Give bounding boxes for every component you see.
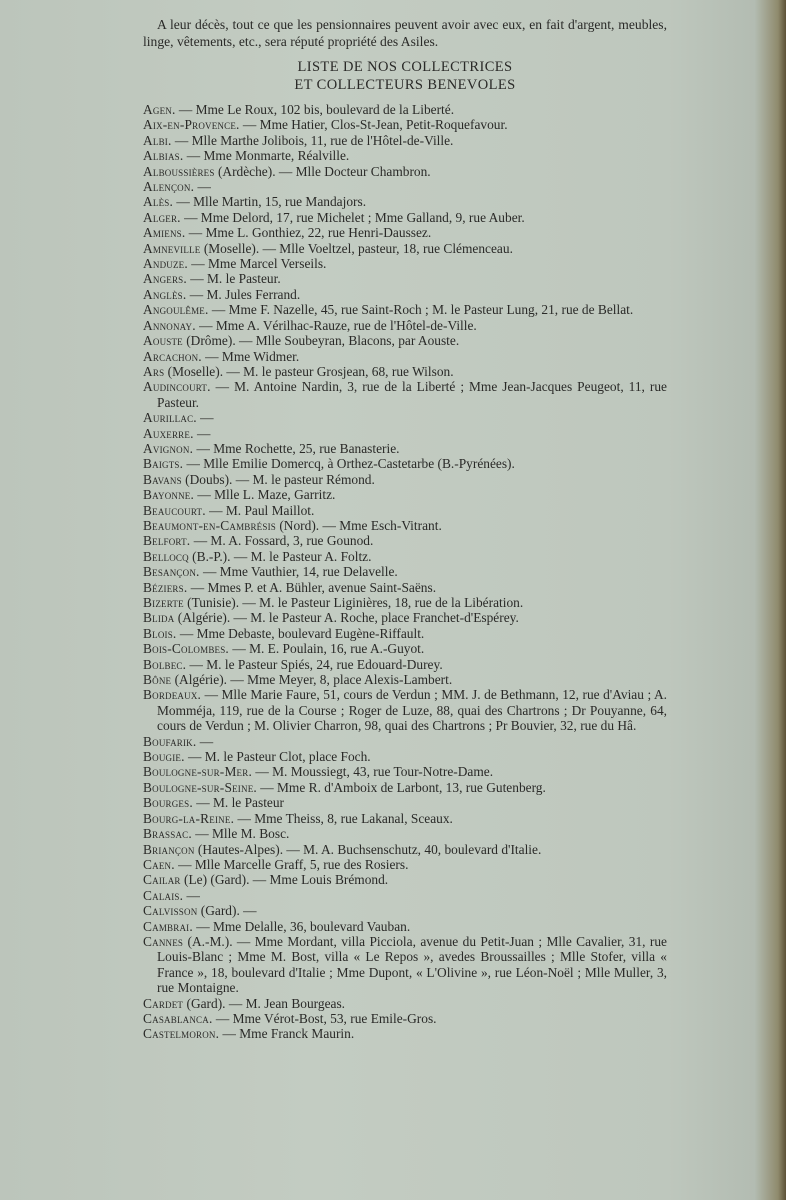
entry-place: Bois-Colombes. bbox=[143, 641, 229, 657]
list-entry bbox=[143, 672, 667, 687]
entry-place: Blois. bbox=[143, 625, 177, 641]
entry-text: (Doubs). — M. le pasteur Rémond. bbox=[181, 471, 375, 487]
entry-place: Bordeaux. bbox=[143, 687, 202, 703]
intro-paragraph: A leur décès, tout ce que les pensionnaires peuvent avoir avec eux, en fait d'argent, meubles, linge, vêtements, etc., sera réputé propriété des Asiles. bbox=[143, 17, 667, 49]
entry-text: (Ardèche). — Mlle Docteur Chambron. bbox=[214, 163, 431, 179]
entry-place: Bavans bbox=[143, 471, 182, 487]
list-entry bbox=[143, 533, 667, 548]
heading-line-1: LISTE DE NOS COLLECTRICES bbox=[297, 59, 513, 75]
entry-place: Alençon. bbox=[143, 179, 195, 195]
list-entry bbox=[143, 780, 667, 795]
entry-text: — Mlle Emilie Domercq, à Orthez-Castetarbe (B.-Pyrénées). bbox=[183, 456, 515, 472]
entry-text: — M. Moussiegt, 43, rue Tour-Notre-Dame. bbox=[252, 764, 494, 780]
entry-place: Alger. bbox=[143, 209, 181, 225]
list-entry bbox=[143, 996, 667, 1011]
entry-place: Besançon. bbox=[143, 564, 200, 580]
list-entry bbox=[143, 318, 667, 333]
list-entry bbox=[143, 117, 667, 132]
list-entry bbox=[143, 472, 667, 487]
entry-text: (Algérie). — M. le Pasteur A. Roche, place Franchet-d'Espérey. bbox=[174, 610, 519, 626]
entry-place: Brassac. bbox=[143, 826, 192, 842]
entry-text: — Mme L. Gonthiez, 22, rue Henri-Daussez. bbox=[185, 225, 432, 241]
entry-text: (A.-M.). — Mme Mordant, villa Picciola, avenue du Petit-Juan ; Mlle Cavalier, 31, rue Louis-Blanc ; Mme M. Bost, villa « Le Repos », avedes Broussailles ; Mlle Stofer, villa « France », 18, boulevard d'Italie ; Mme Dupont, « L'Olivine », rue Léon-Noël ; Mlle Muller, 3, rue Montaigne. bbox=[157, 933, 667, 996]
entry-text: — M. Antoine Nardin, 3, rue de la Liberté ; Mme Jean-Jacques Peugeot, 11, rue Pasteur. bbox=[157, 379, 667, 410]
entry-text: — Mme Hatier, Clos-St-Jean, Petit-Roquefavour. bbox=[239, 117, 508, 133]
entry-text: — bbox=[183, 887, 200, 903]
entry-text: — M. Jules Ferrand. bbox=[186, 286, 301, 302]
entry-place: Bizerte bbox=[143, 595, 184, 610]
entry-text: — Mme F. Nazelle, 45, rue Saint-Roch ; M. le Pasteur Lung, 21, rue de Bellat. bbox=[208, 302, 634, 318]
list-entry bbox=[143, 133, 667, 148]
list-entry bbox=[143, 749, 667, 764]
list-entry bbox=[143, 164, 667, 179]
list-entry bbox=[143, 641, 667, 656]
list-entry bbox=[143, 826, 667, 841]
entry-text: (Nord). — Mme Esch-Vitrant. bbox=[276, 517, 442, 533]
list-entry bbox=[143, 934, 667, 996]
entry-place: Aouste bbox=[143, 333, 183, 349]
entry-text: — Mme Franck Maurin. bbox=[219, 1026, 355, 1042]
entry-text: — bbox=[194, 179, 211, 195]
list-entry bbox=[143, 241, 667, 256]
entry-place: Bayonne. bbox=[143, 487, 195, 503]
entry-place: Cardet bbox=[143, 995, 184, 1011]
entry-text: (Drôme). — Mlle Soubeyran, Blacons, par Aouste. bbox=[182, 333, 460, 349]
list-entry bbox=[143, 842, 667, 857]
entry-place: Agen. bbox=[143, 102, 176, 117]
list-entry bbox=[143, 1011, 667, 1026]
entry-place: Calais. bbox=[143, 887, 184, 903]
entry-text: — Mlle Marie Faure, 51, cours de Verdun ; MM. J. de Bethmann, 12, rue d'Aviau ; A. Momméja, 119, rue de la Course ; Roger de Luze, 88, quai des Chartrons ; Dr Pouyanne, 64, cours de Verdun ; M. Olivier Charron, 98, quai des Chartrons ; Pr Bouvier, 32, rue du Hâ. bbox=[157, 687, 667, 734]
entry-text: — Mlle L. Maze, Garritz. bbox=[194, 487, 336, 503]
list-entry bbox=[143, 811, 667, 826]
entry-text: — Mme Debaste, boulevard Eugène-Riffault. bbox=[176, 625, 425, 641]
entry-text: — M. A. Fossard, 3, rue Gounod. bbox=[190, 533, 374, 549]
entry-place: Amiens. bbox=[143, 225, 186, 241]
list-entry bbox=[143, 456, 667, 471]
entry-place: Beaucourt. bbox=[143, 502, 206, 518]
entry-place: Boulogne-sur-Mer. bbox=[143, 764, 253, 780]
entry-text: (Tunisie). — M. le Pasteur Liginières, 18, rue de la Libération. bbox=[183, 595, 524, 610]
list-entry bbox=[143, 379, 667, 410]
list-entry bbox=[143, 302, 667, 317]
list-entry bbox=[143, 271, 667, 286]
entry-text: (B.-P.). — M. le Pasteur A. Foltz. bbox=[188, 548, 372, 564]
entry-place: Arcachon. bbox=[143, 348, 202, 364]
list-entry bbox=[143, 426, 667, 441]
entry-place: Auxerre. bbox=[143, 425, 194, 441]
entry-text: — Mlle Marcelle Graff, 5, rue des Rosiers. bbox=[174, 856, 409, 872]
entry-place: Belfort. bbox=[143, 533, 191, 549]
entry-text: — Mme R. d'Amboix de Larbont, 13, rue Gutenberg. bbox=[256, 779, 546, 795]
list-entry bbox=[143, 595, 667, 610]
list-entry bbox=[143, 364, 667, 379]
entry-place: Alès. bbox=[143, 194, 174, 210]
list-entry bbox=[143, 148, 667, 163]
list-entry bbox=[143, 210, 667, 225]
entry-text: — Mme Widmer. bbox=[201, 348, 300, 364]
heading-line-2: ET COLLECTEURS BENEVOLES bbox=[294, 77, 516, 93]
entry-text: — M. le Pasteur bbox=[192, 795, 285, 811]
entry-place: Bourges. bbox=[143, 795, 193, 811]
entry-place: Bône bbox=[143, 672, 172, 688]
entry-place: Bellocq bbox=[143, 548, 189, 564]
entry-place: Albias. bbox=[143, 148, 184, 164]
entry-text: (Le) (Gard). — Mme Louis Brémond. bbox=[180, 872, 389, 888]
entry-place: Calvisson bbox=[143, 903, 198, 919]
list-entry bbox=[143, 657, 667, 672]
entry-place: Audincourt. bbox=[143, 379, 211, 395]
list-entry bbox=[143, 872, 667, 887]
entry-place: Boulogne-sur-Seine. bbox=[143, 779, 257, 795]
list-entry bbox=[143, 349, 667, 364]
entry-text: — Mme Delord, 17, rue Michelet ; Mme Galland, 9, rue Auber. bbox=[180, 209, 525, 225]
entry-text: (Gard). — M. Jean Bourgeas. bbox=[183, 995, 346, 1011]
entry-place: Beaumont-en-Cambrésis bbox=[143, 517, 276, 533]
entry-text: (Hautes-Alpes). — M. A. Buchsenschutz, 40, boulevard d'Italie. bbox=[194, 841, 542, 857]
entry-place: Casablanca. bbox=[143, 1010, 213, 1026]
entry-place: Anglès. bbox=[143, 286, 187, 302]
entry-text: — M. le Pasteur. bbox=[186, 271, 281, 287]
entry-text: — Mme Vérot-Bost, 53, rue Emile-Gros. bbox=[212, 1010, 437, 1026]
entry-text: — M. le Pasteur Clot, place Foch. bbox=[184, 749, 371, 765]
entry-text: — Mlle Marthe Jolibois, 11, rue de l'Hôtel-de-Ville. bbox=[171, 132, 454, 148]
list-entry bbox=[143, 179, 667, 194]
entry-text: — Mme Rochette, 25, rue Banasterie. bbox=[193, 440, 400, 456]
entry-text: — Mme Le Roux, 102 bis, boulevard de la Liberté. bbox=[175, 102, 455, 117]
entry-place: Blida bbox=[143, 610, 175, 626]
entry-text: — Mlle Martin, 15, rue Mandajors. bbox=[173, 194, 367, 210]
collector-list bbox=[143, 102, 667, 1042]
entry-place: Baigts. bbox=[143, 456, 184, 472]
list-entry bbox=[143, 333, 667, 348]
list-entry bbox=[143, 857, 667, 872]
entry-place: Béziers. bbox=[143, 579, 188, 595]
entry-text: — Mme Vauthier, 14, rue Delavelle. bbox=[199, 564, 398, 580]
entry-place: Aurillac. bbox=[143, 410, 197, 426]
list-entry bbox=[143, 888, 667, 903]
entry-place: Boufarik. bbox=[143, 733, 197, 749]
entry-text: — Mmes P. et A. Bühler, avenue Saint-Saëns. bbox=[187, 579, 437, 595]
list-entry bbox=[143, 487, 667, 502]
entry-text: — Mme Monmarte, Réalville. bbox=[183, 148, 350, 164]
entry-place: Albi. bbox=[143, 132, 172, 148]
entry-text: — Mlle M. Bosc. bbox=[191, 826, 290, 842]
list-heading bbox=[143, 58, 667, 94]
entry-place: Amneville bbox=[143, 240, 201, 256]
entry-place: Briançon bbox=[143, 841, 195, 857]
entry-text: — M. Paul Maillot. bbox=[205, 502, 315, 518]
entry-text: (Algérie). — Mme Meyer, 8, place Alexis-Lambert. bbox=[171, 672, 453, 688]
list-entry bbox=[143, 1026, 667, 1041]
list-entry bbox=[143, 687, 667, 733]
entry-text: (Moselle). — Mlle Voeltzel, pasteur, 18, rue Clémenceau. bbox=[200, 240, 513, 256]
list-entry bbox=[143, 518, 667, 533]
entry-place: Caen. bbox=[143, 856, 175, 872]
entry-place: Cailar bbox=[143, 872, 181, 888]
entry-text: (Moselle). — M. le pasteur Grosjean, 68, rue Wilson. bbox=[164, 363, 454, 379]
entry-text: — Mme Theiss, 8, rue Lakanal, Sceaux. bbox=[234, 810, 453, 826]
list-entry bbox=[143, 610, 667, 625]
entry-place: Aix-en-Provence. bbox=[143, 117, 240, 133]
entry-text: — Mme Marcel Verseils. bbox=[187, 256, 327, 272]
list-entry bbox=[143, 580, 667, 595]
entry-place: Bourg-la-Reine. bbox=[143, 810, 235, 826]
entry-text: — M. le Pasteur Spiés, 24, rue Edouard-Durey. bbox=[186, 656, 443, 672]
list-entry bbox=[143, 194, 667, 209]
entry-text: — Mme Delalle, 36, boulevard Vauban. bbox=[192, 918, 411, 934]
entry-place: Cannes bbox=[143, 933, 184, 949]
entry-place: Anduze. bbox=[143, 256, 188, 272]
list-entry bbox=[143, 256, 667, 271]
entry-place: Bolbec. bbox=[143, 656, 187, 672]
list-entry bbox=[143, 410, 667, 425]
entry-place: Ars bbox=[143, 363, 165, 379]
list-entry bbox=[143, 287, 667, 302]
list-entry bbox=[143, 903, 667, 918]
list-entry bbox=[143, 225, 667, 240]
list-entry bbox=[143, 549, 667, 564]
entry-place: Bougie. bbox=[143, 749, 185, 765]
entry-text: — bbox=[193, 425, 211, 441]
list-entry bbox=[143, 102, 667, 117]
entry-place: Angoulême. bbox=[143, 302, 209, 318]
list-entry bbox=[143, 441, 667, 456]
entry-place: Annonay. bbox=[143, 317, 196, 333]
list-entry bbox=[143, 564, 667, 579]
entry-text: — Mme A. Vérilhac-Rauze, rue de l'Hôtel-de-Ville. bbox=[195, 317, 477, 333]
entry-text: (Gard). — bbox=[197, 903, 257, 919]
entry-place: Cambrai. bbox=[143, 918, 193, 934]
list-entry bbox=[143, 764, 667, 779]
entry-place: Castelmoron. bbox=[143, 1026, 220, 1042]
entry-place: Angers. bbox=[143, 271, 187, 287]
list-entry bbox=[143, 734, 667, 749]
page-content bbox=[143, 16, 667, 1042]
list-entry bbox=[143, 626, 667, 641]
entry-place: Alboussières bbox=[143, 163, 215, 179]
list-entry bbox=[143, 503, 667, 518]
entry-text: — M. E. Poulain, 16, rue A.-Guyot. bbox=[228, 641, 425, 657]
list-entry bbox=[143, 919, 667, 934]
entry-text: — bbox=[196, 733, 214, 749]
list-entry bbox=[143, 795, 667, 810]
entry-text: — bbox=[196, 410, 214, 426]
entry-place: Avignon. bbox=[143, 440, 194, 456]
